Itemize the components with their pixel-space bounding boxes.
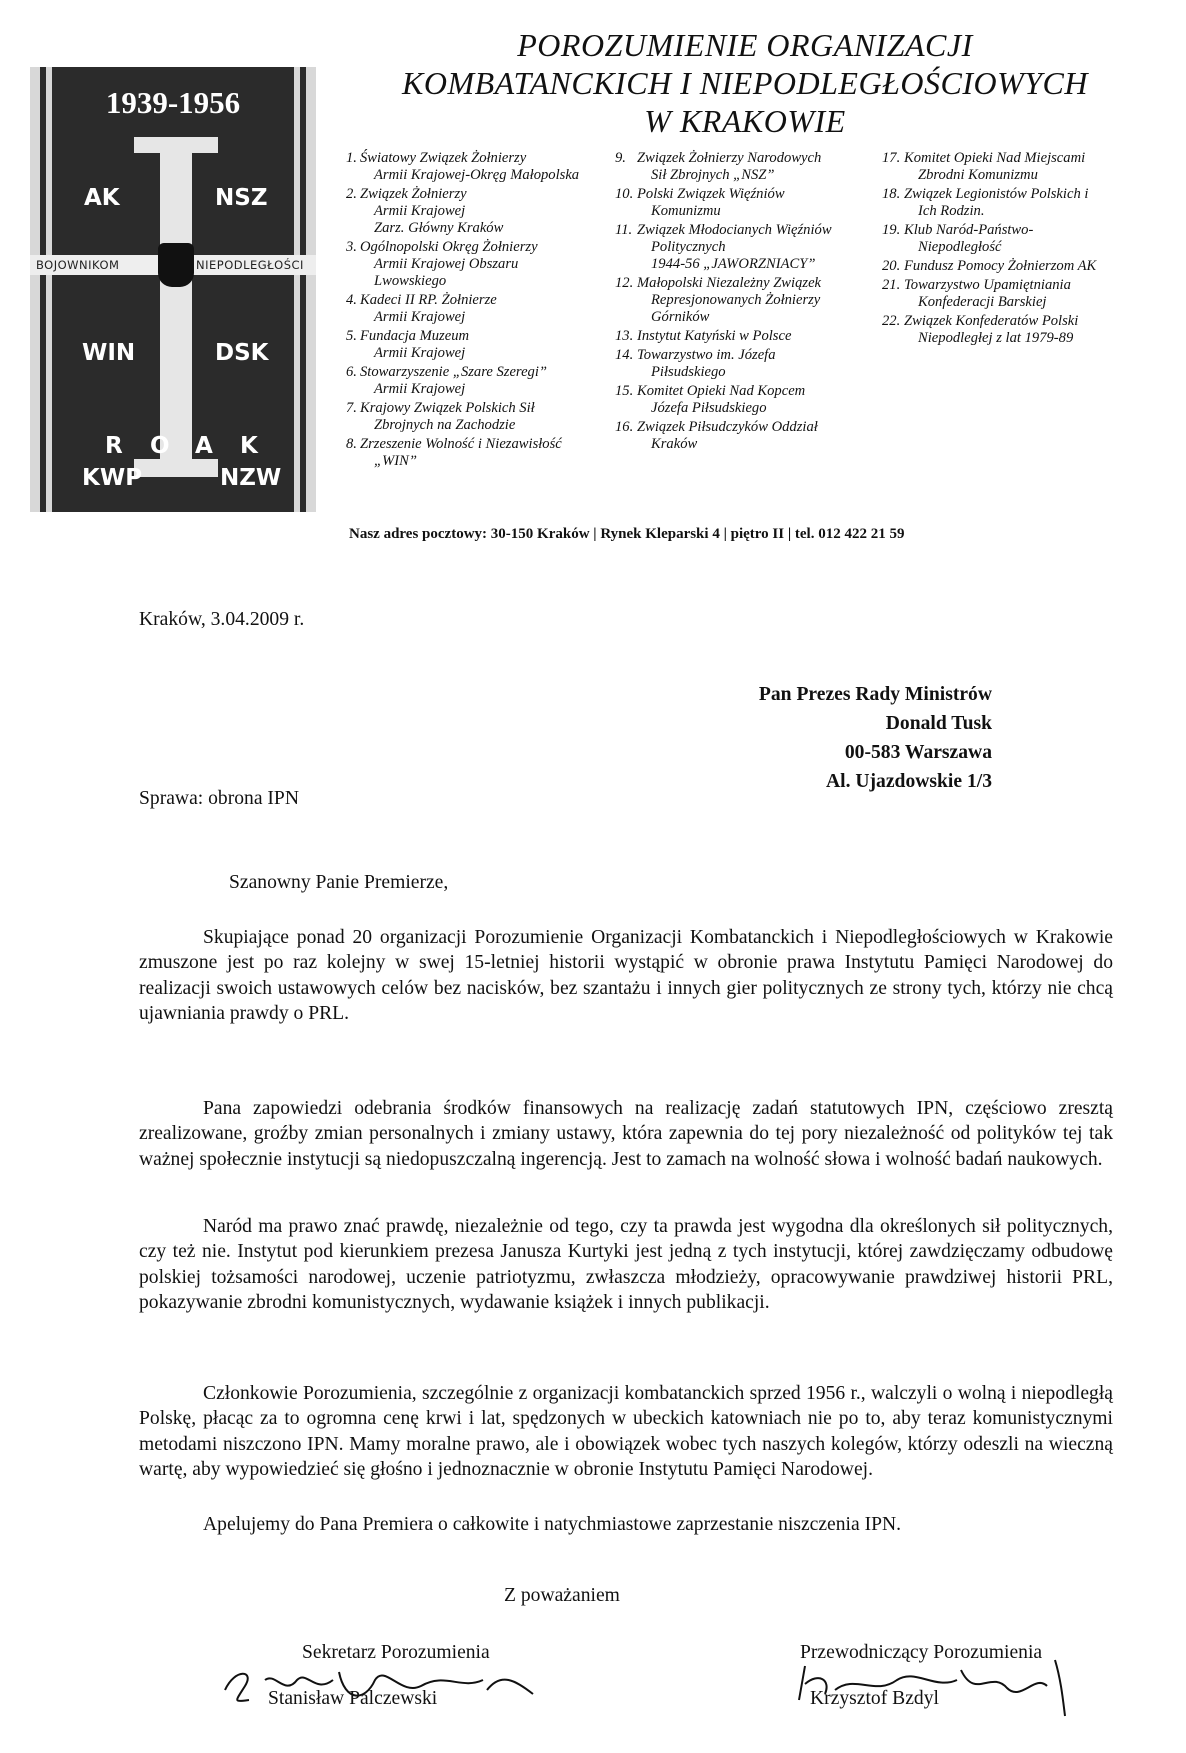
organizations-column-1 <box>346 150 606 472</box>
emblem-band-left: BOJOWNIKOM <box>36 258 120 272</box>
organization-name <box>904 186 1088 220</box>
organization-name-line: Niepodległej z lat 1979-89 <box>918 330 1074 346</box>
organization-number: 5. <box>346 328 357 344</box>
organization-name-line: Małopolski Niezależny Związek <box>637 275 822 291</box>
emblem-stripe <box>30 67 40 512</box>
emblem-label-nsz: NSZ <box>215 185 268 211</box>
organization-item <box>882 313 1182 347</box>
paragraph: Skupiające ponad 20 organizacji Porozumienie Organizacji Kombatanckich i Niepodległościowych w Krakowie zmuszone jest po raz kolejny w swej 15-letniej historii wystąpić w obronie prawa Instytutu Pamięci Narodowej do realizacji swoich ustawowych celów bez nacisków, bez szantażu i innych gier politycznych ze strony tych, którzy nie chcą ujawniania prawdy o PRL. <box>139 927 1113 1024</box>
organization-name <box>360 292 497 326</box>
organization-item <box>346 400 606 434</box>
organization-name-line: „WIN” <box>374 453 417 469</box>
organization-number: 7. <box>346 400 357 416</box>
organization-item <box>346 186 606 237</box>
organization-item <box>882 258 1182 275</box>
organization-name <box>637 150 821 184</box>
emblem-label-ak: AK <box>84 185 120 211</box>
organization-number: 6. <box>346 364 357 380</box>
organization-name-line: Armii Krajowej <box>374 345 466 361</box>
organization-name-line: Kraków <box>651 436 698 452</box>
emblem-cross-top <box>134 137 218 153</box>
organization-item <box>615 150 880 184</box>
organization-name <box>360 328 469 362</box>
organization-item <box>346 328 606 362</box>
signature-left-title: Sekretarz Porozumienia <box>302 1642 490 1663</box>
organization-name-line: Związek Żołnierzy Narodowych <box>637 150 822 166</box>
organization-name-line: Krajowy Związek Polskich Sił <box>360 400 535 416</box>
organization-name <box>904 150 1085 184</box>
organization-number: 3. <box>346 239 357 255</box>
organization-number: 21. <box>882 277 901 293</box>
organization-item <box>882 277 1182 311</box>
organization-name-line: Ich Rodzin. <box>918 203 985 219</box>
organization-name <box>360 436 562 470</box>
organization-item <box>346 436 606 470</box>
organization-name-line: Armii Krajowej <box>374 203 466 219</box>
organization-item <box>346 292 606 326</box>
organization-name-line: Światowy Związek Żołnierzy <box>360 150 527 166</box>
organization-name <box>360 239 538 290</box>
emblem-label-dsk: DSK <box>215 340 269 366</box>
emblem-stripe <box>46 67 52 512</box>
organizations-column-3 <box>882 150 1182 349</box>
organization-item <box>882 186 1182 220</box>
organization-number: 11. <box>615 222 633 238</box>
organization-name <box>637 347 776 381</box>
organization-number: 14. <box>615 347 634 363</box>
organization-number: 2. <box>346 186 357 202</box>
recipient-line: Al. Ujazdowskie 1/3 <box>825 771 992 792</box>
closing: Z poważaniem <box>504 1585 620 1606</box>
organization-name-line: Armii Krajowej <box>374 309 466 325</box>
signature-left-name: Stanisław Palczewski <box>268 1688 438 1709</box>
emblem-label-nzw: NZW <box>220 465 282 491</box>
organization-name-line: Związek Młodocianych Więźniów <box>637 222 832 238</box>
letter-date: Kraków, 3.04.2009 r. <box>139 609 305 630</box>
organization-name-line: Związek Konfederatów Polski <box>904 313 1079 329</box>
paragraph: Naród ma prawo znać prawdę, niezależnie od tego, czy ta prawda jest wygodna dla określonych sił politycznych, czy też nie. Instytut pod kierunkiem prezesa Janusza Kurtyki jest jedną z tych instytucji, której zawdzięczamy odbudowę polskiej tożsamości narodowej, uczenie patriotyzmu, zwłaszcza młodzieży, opracowywanie prawdziwej historii PRL, pokazywanie zbrodni komunistycznych, wydawanie książek i innych publikacji. <box>139 1216 1113 1313</box>
recipient-line: Donald Tusk <box>885 713 992 734</box>
organization-number: 19. <box>882 222 901 238</box>
organization-name-line: Konfederacji Barskiej <box>918 294 1047 310</box>
emblem-label-a: A <box>195 433 213 459</box>
organization-number: 18. <box>882 186 901 202</box>
organization-name <box>360 400 535 434</box>
organization-item <box>615 186 880 220</box>
emblem-label-kwp: KWP <box>82 465 143 491</box>
organization-number: 8. <box>346 436 357 452</box>
organization-name-line: Górników <box>651 309 710 325</box>
organization-number: 13. <box>615 328 634 344</box>
subject-line: Sprawa: obrona IPN <box>139 788 299 809</box>
emblem-label-o: O <box>150 433 170 459</box>
emblem-cross-bottom <box>134 459 218 477</box>
organization-number: 17. <box>882 150 901 166</box>
organization-number: 15. <box>615 383 634 399</box>
organization-name-line: Towarzystwo im. Józefa <box>637 347 776 363</box>
organization-name <box>904 258 1096 275</box>
postal-address: Nasz adres pocztowy: 30-150 Kraków | Rynek Kleparski 4 | piętro II | tel. 012 422 21 59 <box>349 526 905 542</box>
organization-name-line: Związek Żołnierzy <box>360 186 467 202</box>
organization-item <box>615 383 880 417</box>
organization-name-line: Związek Legionistów Polskich i <box>904 186 1089 202</box>
organization-number: 10. <box>615 186 634 202</box>
organization-name-line: Józefa Piłsudskiego <box>651 400 767 416</box>
organization-name <box>904 313 1078 347</box>
signature-right-name: Krzysztof Bzdyl <box>810 1688 939 1709</box>
organization-name-line: Towarzystwo Upamiętniania <box>904 277 1071 293</box>
organization-item <box>615 328 880 345</box>
organization-name-line: Politycznych <box>651 239 726 255</box>
organization-name-line: 1944-56 „JAWORZNIACY” <box>651 256 816 272</box>
organization-name-line: Komitet Opieki Nad Miejscami <box>904 150 1086 166</box>
organization-item <box>615 222 880 273</box>
organization-name-line: Klub Naród-Państwo- <box>904 222 1034 238</box>
organization-item <box>346 150 606 184</box>
header-title-line2: KOMBATANCKICH I NIEPODLEGŁOŚCIOWYCH <box>402 65 1088 101</box>
organization-number: 1. <box>346 150 357 166</box>
recipient-line: 00-583 Warszawa <box>844 742 992 763</box>
emblem-band-right: NIEPODLEGŁOŚCI <box>196 258 304 272</box>
organization-name-line: Piłsudskiego <box>651 364 726 380</box>
emblem-stripe <box>294 67 300 512</box>
organization-name-line: Komunizmu <box>651 203 721 219</box>
recipient-line: Pan Prezes Rady Ministrów <box>758 684 992 705</box>
signature-right-title: Przewodniczący Porozumienia <box>800 1642 1043 1663</box>
organization-name-line: Zbrodni Komunizmu <box>918 167 1038 183</box>
organization-name <box>904 277 1071 311</box>
organization-name-line: Armii Krajowej Obszaru <box>374 256 519 272</box>
emblem-label-k: K <box>240 433 258 459</box>
emblem-cross <box>160 137 192 477</box>
organization-number: 16. <box>615 419 634 435</box>
emblem-label-r: R <box>105 433 123 459</box>
recipient-block <box>694 680 992 796</box>
eagle-icon <box>158 243 194 287</box>
organizations-column-2 <box>615 150 880 455</box>
organization-name-line: Ogólnopolski Okręg Żołnierzy <box>360 239 538 255</box>
header-title-line3: W KRAKOWIE <box>644 103 846 139</box>
organization-name <box>637 328 791 345</box>
organization-item <box>615 275 880 326</box>
organization-name <box>637 222 832 273</box>
organization-name <box>637 275 821 326</box>
organization-name-line: Zarz. Główny Kraków <box>374 220 504 236</box>
organization-name <box>904 222 1033 256</box>
paragraph: Pana zapowiedzi odebrania środków finansowych na realizację zadań statutowych IPN, częściowo zresztą zrealizowane, groźby zmian personalnych i zmiany ustawy, która zapewnia do tej pory niezależność od polityków tej tak ważnej społecznie instytucji są niedopuszczalną ingerencją. Jest to zamach na wolność słowa i wolność badań naukowych. <box>139 1098 1113 1170</box>
organization-name-line: Komitet Opieki Nad Kopcem <box>637 383 806 399</box>
organization-item <box>882 222 1182 256</box>
organization-name-line: Związek Piłsudczyków Oddział <box>637 419 818 435</box>
organization-name-line: Niepodległość <box>918 239 1002 255</box>
organization-name-line: Fundusz Pomocy Żołnierzom AK <box>904 258 1097 274</box>
organization-item <box>346 239 606 290</box>
organization-name-line: Stowarzyszenie „Szare Szeregi” <box>360 364 548 380</box>
organization-item <box>346 364 606 398</box>
header-title-line1: POROZUMIENIE ORGANIZACJI <box>517 27 973 63</box>
emblem-stripe <box>306 67 316 512</box>
organization-number: 12. <box>615 275 634 291</box>
organization-name-line: Armii Krajowej <box>374 381 466 397</box>
organization-name-line: Lwowskiego <box>374 273 447 289</box>
salutation: Szanowny Panie Premierze, <box>229 872 449 893</box>
organization-emblem <box>30 67 316 512</box>
emblem-label-win: WIN <box>82 340 136 366</box>
organization-item <box>615 347 880 381</box>
paragraph: Apelujemy do Pana Premiera o całkowite i natychmiastowe zaprzestanie niszczenia IPN. <box>203 1514 902 1535</box>
organization-item <box>615 419 880 453</box>
organization-item <box>882 150 1182 184</box>
organization-number: 9. <box>615 150 626 166</box>
organization-name-line: Instytut Katyński w Polsce <box>637 328 792 344</box>
organization-name-line: Zrzeszenie Wolność i Niezawisłość <box>360 436 562 452</box>
organization-name-line: Kadeci II RP. Żołnierze <box>360 292 497 308</box>
organization-name-line: Polski Związek Więźniów <box>637 186 785 202</box>
organization-name-line: Sił Zbrojnych „NSZ” <box>651 167 775 183</box>
organization-name <box>360 364 547 398</box>
organization-name-line: Fundacja Muzeum <box>360 328 470 344</box>
organization-name <box>637 383 805 417</box>
paragraph: Członkowie Porozumienia, szczególnie z organizacji kombatanckich sprzed 1956 r., walczyli o wolną i niepodległą Polskę, płacąc za to ogromna cenę krwi i lat, spędzonych w ubeckich katowniach nie po to, aby teraz komunistycznymi metodami niszczono IPN. Mamy moralne prawo, ale i obowiązek wobec tych naszych kolegów, którzy odeszli na wieczną wartę, aby wypowiedzieć się głośno i jednoznacznie w obronie Instytutu Pamięci Narodowej. <box>139 1383 1113 1480</box>
organization-number: 20. <box>882 258 901 274</box>
organization-name <box>637 419 818 453</box>
organization-name-line: Armii Krajowej-Okręg Małopolska <box>374 167 580 183</box>
organization-name <box>360 150 579 184</box>
organization-name <box>637 186 785 220</box>
organization-name-line: Zbrojnych na Zachodzie <box>374 417 516 433</box>
organization-number: 22. <box>882 313 901 329</box>
organization-number: 4. <box>346 292 357 308</box>
organization-name <box>360 186 503 237</box>
organization-name-line: Represjonowanych Żołnierzy <box>651 292 821 308</box>
emblem-years: 1939-1956 <box>105 85 241 120</box>
